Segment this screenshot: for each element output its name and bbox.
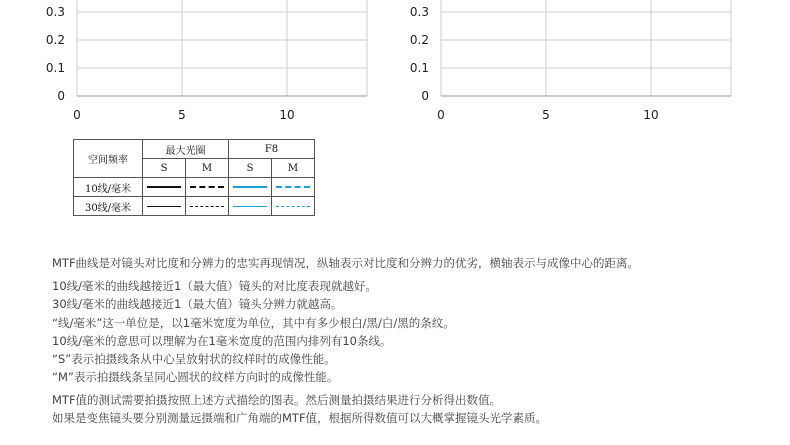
sub-header-m: M (272, 159, 315, 178)
row-label-10lpmm: 10线/毫米 (74, 178, 143, 197)
row-label-30lpmm: 30线/毫米 (74, 197, 143, 216)
note-line: “S”表示拍摄线条从中心呈放射状的纹样时的成像性能。 (52, 352, 336, 367)
x-tick-label: 10 (279, 108, 295, 122)
y-tick-label: 0.3 (409, 5, 429, 19)
note-line: 10线/毫米的曲线越接近1（最大值）镜头的对比度表现就越好。 (52, 279, 377, 293)
max-aperture-header: 最大光圈 (143, 140, 229, 159)
y-tick-label: 0.2 (45, 33, 65, 47)
legend-sample-f8-m-30 (272, 197, 315, 216)
y-tick-label: 0.3 (45, 5, 65, 19)
sub-header-s: S (143, 159, 186, 178)
legend-table (73, 139, 315, 216)
mtf-chart-right (395, 0, 775, 125)
sub-header-m: M (186, 159, 229, 178)
x-tick-label: 10 (643, 108, 659, 122)
note-line: “线/毫米”这一单位是，以1毫米宽度为单位，其中有多少根白/黑/白/黑的条纹。 (52, 315, 455, 330)
legend-sample-f8-s-30 (229, 197, 272, 216)
notes-intro (52, 254, 639, 272)
note-line: 30线/毫米的曲线越接近1（最大值）镜头分辨力就越高。 (52, 297, 343, 312)
legend-sample-max-s-10 (143, 178, 186, 197)
x-tick-label: 5 (542, 108, 550, 122)
legend-sample-max-s-30 (143, 197, 186, 216)
legend-sample-f8-m-10 (272, 178, 315, 197)
legend-sample-f8-s-10 (229, 178, 272, 197)
spatial-frequency-header: 空间频率 (74, 140, 143, 178)
notes-body (52, 277, 455, 387)
sub-header-s: S (229, 159, 272, 178)
y-tick-label: 0 (57, 89, 65, 103)
notes-footer (52, 391, 547, 428)
y-tick-label: 0.1 (409, 61, 429, 75)
f8-header: F8 (229, 140, 315, 159)
x-tick-label: 0 (437, 108, 445, 122)
y-tick-label: 0.1 (45, 61, 65, 75)
x-tick-label: 0 (73, 108, 81, 122)
x-tick-label: 5 (178, 108, 186, 122)
legend-sample-max-m-30 (186, 197, 229, 216)
note-line: MTF值的测试需要拍摄按照上述方式描绘的图表。然后测量拍摄结果进行分析得出数值。 (52, 393, 502, 407)
note-line: MTF曲线是对镜头对比度和分辨力的忠实再现情况，纵轴表示对比度和分辨力的优劣，横轴表示与成像中心的距离。 (52, 256, 640, 270)
note-line: 如果是变焦镜头要分别测量远摄端和广角端的MTF值，根据所得数值可以大概掌握镜头光学素质。 (52, 411, 548, 426)
mtf-chart-left (0, 0, 380, 125)
y-tick-label: 0 (421, 89, 429, 103)
y-tick-label: 0.2 (409, 33, 429, 47)
note-line: 10线/毫米的意思可以理解为在1毫米宽度的范围内排列有10条线。 (52, 333, 392, 348)
note-line: “M”表示拍摄线条呈同心圆状的纹样方向时的成像性能。 (52, 370, 339, 385)
legend-sample-max-m-10 (186, 178, 229, 197)
